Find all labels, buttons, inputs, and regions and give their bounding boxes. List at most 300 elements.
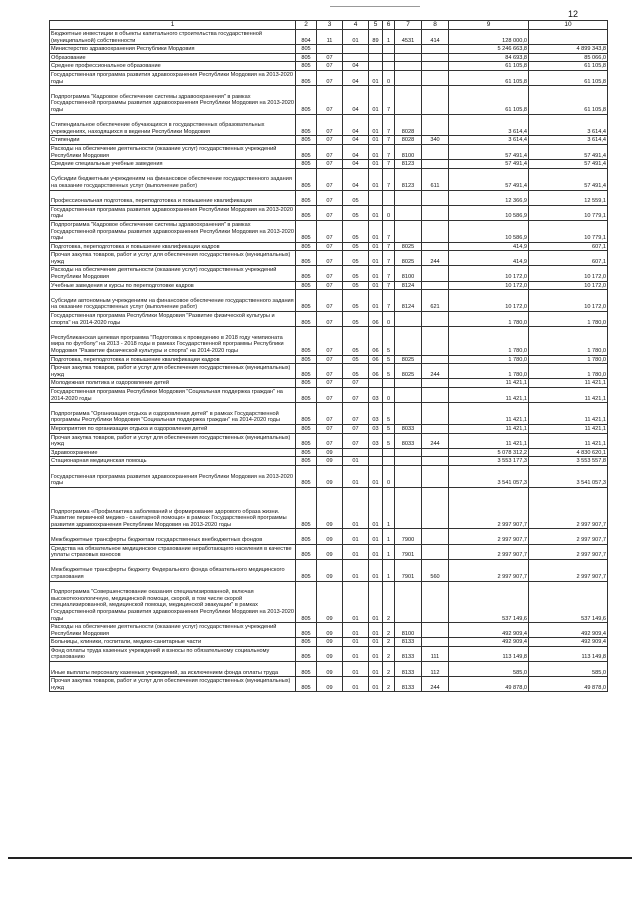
code-program-cell: 01 xyxy=(369,251,383,266)
amount-2015-cell: 10 586,9 xyxy=(449,205,529,220)
amount-2016-cell: 4 830 620,1 xyxy=(529,448,608,457)
code-subsection-cell: 01 xyxy=(343,623,369,638)
code-article-cell xyxy=(395,205,422,220)
code-subprogram-cell: 7 xyxy=(383,160,395,169)
code-article-cell: 8124 xyxy=(395,290,422,312)
amount-2015-cell: 414,9 xyxy=(449,242,529,251)
table-row xyxy=(50,465,608,487)
amount-2015-cell: 128 000,0 xyxy=(449,30,529,45)
code-expense-type-cell: 111 xyxy=(422,646,449,661)
table-row xyxy=(50,86,608,114)
amount-2016-cell: 10 172,0 xyxy=(529,266,608,281)
row-name-cell: Субсидии автономным учреждениям на финансовое обеспечение государственного задания на оказание государственных услуг (выполнение работ) xyxy=(50,290,296,312)
amount-2016-cell: 113 149,8 xyxy=(529,646,608,661)
code-expense-type-cell xyxy=(422,403,449,425)
amount-2016-cell: 1 780,0 xyxy=(529,312,608,327)
amount-2015-cell: 1 780,0 xyxy=(449,327,529,355)
code-article-cell: 8028 xyxy=(395,136,422,145)
amount-2016-cell: 57 491,4 xyxy=(529,144,608,159)
code-article-cell: 7901 xyxy=(395,559,422,581)
row-name-cell: Межбюджетные трансферты бюджетам государственных внебюджетных фондов xyxy=(50,529,296,544)
header-cell: 4 xyxy=(343,21,369,30)
code-expense-type-cell xyxy=(422,62,449,71)
code-section-cell: 07 xyxy=(317,355,343,364)
amount-2016-cell: 10 172,0 xyxy=(529,290,608,312)
code-program-cell xyxy=(369,457,383,466)
table-row xyxy=(50,544,608,559)
code-expense-type-cell xyxy=(422,86,449,114)
code-subsection-cell: 05 xyxy=(343,266,369,281)
code-program-cell: 01 xyxy=(369,465,383,487)
code-section-cell: 07 xyxy=(317,144,343,159)
code-section-cell xyxy=(317,45,343,54)
code-section-cell: 07 xyxy=(317,388,343,403)
code-expense-type-cell xyxy=(422,623,449,638)
code-article-cell xyxy=(395,403,422,425)
code-subsection-cell: 07 xyxy=(343,379,369,388)
row-name-cell: Государственная программа развития здравоохранения Республики Мордовия на 2013-2020 годы xyxy=(50,70,296,85)
code-expense-type-cell xyxy=(422,457,449,466)
code-section-cell: 07 xyxy=(317,251,343,266)
row-name-cell: Здравоохранение xyxy=(50,448,296,457)
amount-2015-cell: 11 421,1 xyxy=(449,424,529,433)
code-article-cell xyxy=(395,581,422,623)
code-ministry-cell: 805 xyxy=(296,327,317,355)
amount-2016-cell: 11 421,1 xyxy=(529,403,608,425)
table-row xyxy=(50,424,608,433)
code-subsection-cell: 05 xyxy=(343,312,369,327)
code-subsection-cell: 04 xyxy=(343,160,369,169)
code-section-cell: 07 xyxy=(317,424,343,433)
code-subsection-cell: 01 xyxy=(343,30,369,45)
table-row xyxy=(50,53,608,62)
code-program-cell: 01 xyxy=(369,529,383,544)
amount-2015-cell: 2 997 907,7 xyxy=(449,544,529,559)
code-program-cell: 01 xyxy=(369,487,383,529)
amount-2016-cell: 61 105,8 xyxy=(529,70,608,85)
amount-2015-cell: 10 586,9 xyxy=(449,220,529,242)
row-name-cell: Государственная программа развития здравоохранения Республики Мордовия на 2013-2020 годы xyxy=(50,205,296,220)
code-subprogram-cell: 2 xyxy=(383,646,395,661)
amount-2016-cell: 11 421,1 xyxy=(529,379,608,388)
table-row xyxy=(50,220,608,242)
code-subsection-cell: 05 xyxy=(343,364,369,379)
code-expense-type-cell: 611 xyxy=(422,168,449,190)
amount-2015-cell: 61 105,8 xyxy=(449,70,529,85)
code-subprogram-cell xyxy=(383,448,395,457)
code-ministry-cell: 805 xyxy=(296,677,317,692)
code-subprogram-cell: 1 xyxy=(383,544,395,559)
code-subprogram-cell xyxy=(383,53,395,62)
code-subprogram-cell: 5 xyxy=(383,364,395,379)
code-section-cell: 09 xyxy=(317,457,343,466)
code-subsection-cell: 05 xyxy=(343,190,369,205)
code-section-cell: 07 xyxy=(317,136,343,145)
row-name-cell: Средства на обязательное медицинское страхование неработающего населения в качестве уплаты страховых взносов xyxy=(50,544,296,559)
amount-2015-cell: 2 997 907,7 xyxy=(449,529,529,544)
code-article-cell: 8133 xyxy=(395,638,422,647)
code-expense-type-cell xyxy=(422,448,449,457)
row-name-cell: Государственная программа Республики Мордовия "Социальная поддержка граждан" на 2014-2020 годы xyxy=(50,388,296,403)
code-program-cell xyxy=(369,53,383,62)
code-ministry-cell: 805 xyxy=(296,646,317,661)
code-program-cell xyxy=(369,190,383,205)
code-article-cell: 8124 xyxy=(395,281,422,290)
code-article-cell xyxy=(395,457,422,466)
header-cell: 3 xyxy=(317,21,343,30)
code-ministry-cell: 805 xyxy=(296,86,317,114)
code-expense-type-cell xyxy=(422,205,449,220)
table-row xyxy=(50,70,608,85)
code-subsection-cell: 01 xyxy=(343,677,369,692)
table-row xyxy=(50,251,608,266)
code-subsection-cell xyxy=(343,53,369,62)
amount-2016-cell: 11 421,1 xyxy=(529,433,608,448)
code-article-cell xyxy=(395,388,422,403)
code-program-cell: 01 xyxy=(369,638,383,647)
amount-2015-cell: 57 491,4 xyxy=(449,144,529,159)
amount-2016-cell: 10 779,1 xyxy=(529,205,608,220)
amount-2016-cell: 585,0 xyxy=(529,662,608,677)
code-program-cell xyxy=(369,45,383,54)
code-subsection-cell: 01 xyxy=(343,465,369,487)
code-expense-type-cell: 244 xyxy=(422,677,449,692)
table-row xyxy=(50,30,608,45)
code-ministry-cell: 805 xyxy=(296,266,317,281)
code-section-cell: 09 xyxy=(317,487,343,529)
row-name-cell: Подготовка, переподготовка и повышение квалификации кадров xyxy=(50,355,296,364)
table-row xyxy=(50,242,608,251)
row-name-cell: Подпрограмма "Совершенствование оказания специализированной, включая высокотехнологичную, медицинской помощи, скорой, в том числе скорой специализированной, медицинской помощи, медицинской эвакуации" в рамках Государственной программы развития здравоохранения Республики Мордовия на 2013-2020 годы xyxy=(50,581,296,623)
amount-2015-cell: 414,9 xyxy=(449,251,529,266)
code-expense-type-cell: 112 xyxy=(422,662,449,677)
code-subprogram-cell: 2 xyxy=(383,638,395,647)
bottom-rule xyxy=(8,857,632,859)
code-subsection-cell: 05 xyxy=(343,327,369,355)
code-expense-type-cell xyxy=(422,388,449,403)
amount-2016-cell: 57 491,4 xyxy=(529,160,608,169)
amount-2015-cell: 11 421,1 xyxy=(449,388,529,403)
code-ministry-cell: 805 xyxy=(296,45,317,54)
amount-2016-cell: 1 780,0 xyxy=(529,364,608,379)
code-subprogram-cell: 7 xyxy=(383,114,395,136)
code-program-cell: 01 xyxy=(369,220,383,242)
code-subsection-cell: 04 xyxy=(343,136,369,145)
code-ministry-cell: 805 xyxy=(296,242,317,251)
code-section-cell: 07 xyxy=(317,190,343,205)
code-subsection-cell: 04 xyxy=(343,86,369,114)
code-subsection-cell: 01 xyxy=(343,457,369,466)
code-program-cell: 01 xyxy=(369,168,383,190)
code-subprogram-cell: 0 xyxy=(383,465,395,487)
page-number: 12 xyxy=(568,9,579,19)
amount-2016-cell: 11 421,1 xyxy=(529,424,608,433)
amount-2015-cell: 61 105,8 xyxy=(449,86,529,114)
code-subsection-cell xyxy=(343,448,369,457)
code-article-cell xyxy=(395,190,422,205)
code-expense-type-cell xyxy=(422,160,449,169)
top-rule xyxy=(330,6,420,7)
code-ministry-cell: 805 xyxy=(296,312,317,327)
code-ministry-cell: 805 xyxy=(296,220,317,242)
code-article-cell: 8133 xyxy=(395,662,422,677)
code-subsection-cell xyxy=(343,45,369,54)
amount-2015-cell: 5 246 663,8 xyxy=(449,45,529,54)
row-name-cell: Мероприятия по организации отдыха и оздоровления детей xyxy=(50,424,296,433)
code-program-cell: 06 xyxy=(369,355,383,364)
table-row xyxy=(50,327,608,355)
code-section-cell: 09 xyxy=(317,623,343,638)
table-row xyxy=(50,662,608,677)
code-ministry-cell: 805 xyxy=(296,281,317,290)
code-section-cell: 07 xyxy=(317,379,343,388)
row-name-cell: Подпрограмма "Кадровое обеспечение системы здравоохранения" в рамках Государственной программы развития здравоохранения Республики Мордовия на 2013-2020 годы xyxy=(51,221,295,242)
row-name-cell: Стационарная медицинская помощь xyxy=(50,457,296,466)
code-section-cell: 07 xyxy=(317,70,343,85)
row-name-cell: Расходы на обеспечение деятельности (оказание услуг) государственных учреждений Республики Мордовия xyxy=(50,266,296,281)
code-program-cell: 01 xyxy=(369,677,383,692)
code-section-cell: 09 xyxy=(317,646,343,661)
code-article-cell: 8123 xyxy=(395,168,422,190)
code-subsection-cell: 01 xyxy=(343,487,369,529)
row-name-cell: Межбюджетные трансферты бюджету Федерального фонда обязательного медицинского страхования xyxy=(50,559,296,581)
table-row xyxy=(50,205,608,220)
amount-2015-cell: 3 541 057,3 xyxy=(449,465,529,487)
amount-2016-cell: 3 614,4 xyxy=(529,114,608,136)
code-section-cell: 09 xyxy=(317,662,343,677)
code-program-cell: 01 xyxy=(369,114,383,136)
row-name-cell: Прочая закупка товаров, работ и услуг для обеспечения государственных (муниципальных) нужд xyxy=(50,364,296,379)
row-name-cell: Подпрограмма "Кадровое обеспечение системы здравоохранения" в рамках Государственной программы развития здравоохранения Республики Мордовия на 2013-2020 годы xyxy=(50,86,296,114)
code-expense-type-cell xyxy=(422,114,449,136)
amount-2015-cell: 113 149,8 xyxy=(449,646,529,661)
table-row xyxy=(50,62,608,71)
code-ministry-cell: 805 xyxy=(296,114,317,136)
code-expense-type-cell xyxy=(422,53,449,62)
amount-2016-cell: 49 878,0 xyxy=(529,677,608,692)
row-name-cell: Подпрограмма «Профилактика заболеваний и формирование здорового образа жизни. Развитие первичной медико - санитарной помощи» в рамках Государственной программы развития здравоохранения Республики Мордовия на 2013-2020 годы xyxy=(50,487,296,529)
code-article-cell xyxy=(395,53,422,62)
code-article-cell xyxy=(395,86,422,114)
code-expense-type-cell xyxy=(422,327,449,355)
amount-2016-cell: 3 614,4 xyxy=(529,136,608,145)
amount-2015-cell: 10 172,0 xyxy=(449,266,529,281)
code-expense-type-cell xyxy=(422,220,449,242)
amount-2016-cell: 3 541 057,3 xyxy=(529,465,608,487)
code-program-cell: 01 xyxy=(369,290,383,312)
code-program-cell: 01 xyxy=(369,281,383,290)
code-expense-type-cell xyxy=(422,144,449,159)
table-row xyxy=(50,457,608,466)
row-name-cell: Подготовка, переподготовка и повышение квалификации кадров xyxy=(50,242,296,251)
code-subprogram-cell: 0 xyxy=(383,388,395,403)
code-ministry-cell: 805 xyxy=(296,136,317,145)
row-name-cell: Расходы на обеспечение деятельности (оказание услуг) государственных учреждений Республики Мордовия xyxy=(50,623,296,638)
table-row xyxy=(50,623,608,638)
code-program-cell: 01 xyxy=(369,242,383,251)
code-section-cell: 09 xyxy=(317,529,343,544)
code-subsection-cell: 01 xyxy=(343,662,369,677)
header-cell: 10 xyxy=(529,21,608,30)
amount-2015-cell: 3 614,4 xyxy=(449,114,529,136)
code-section-cell: 07 xyxy=(317,281,343,290)
code-program-cell: 01 xyxy=(369,144,383,159)
table-row xyxy=(50,379,608,388)
code-ministry-cell: 805 xyxy=(296,581,317,623)
code-subsection-cell: 04 xyxy=(343,70,369,85)
code-ministry-cell: 805 xyxy=(296,70,317,85)
budget-table xyxy=(49,20,608,692)
code-program-cell: 01 xyxy=(369,160,383,169)
code-subprogram-cell: 7 xyxy=(383,136,395,145)
code-subprogram-cell: 1 xyxy=(383,487,395,529)
amount-2016-cell: 61 105,8 xyxy=(529,86,608,114)
code-subprogram-cell: 1 xyxy=(383,529,395,544)
amount-2015-cell: 492 909,4 xyxy=(449,638,529,647)
table-row xyxy=(50,581,608,623)
header-row xyxy=(50,21,608,30)
row-name-cell: Субсидии бюджетным учреждениям на финансовое обеспечение государственного задания на оказание государственных услуг (выполнение работ) xyxy=(50,168,296,190)
amount-2015-cell: 585,0 xyxy=(449,662,529,677)
row-name-cell: Бюджетные инвестиции в объекты капитального строительства государственной (муниципальной) собственности xyxy=(50,30,296,45)
code-ministry-cell: 805 xyxy=(296,53,317,62)
row-name-cell: Расходы на обеспечение деятельности (оказание услуг) государственных учреждений Республики Мордовия xyxy=(50,144,296,159)
code-section-cell: 07 xyxy=(317,312,343,327)
code-program-cell: 01 xyxy=(369,86,383,114)
code-subsection-cell: 05 xyxy=(343,205,369,220)
code-subsection-cell: 01 xyxy=(343,559,369,581)
code-program-cell: 01 xyxy=(369,559,383,581)
code-expense-type-cell xyxy=(422,266,449,281)
code-subprogram-cell: 1 xyxy=(383,559,395,581)
code-subprogram-cell: 7 xyxy=(383,220,395,242)
code-article-cell: 8100 xyxy=(395,144,422,159)
amount-2015-cell: 492 909,4 xyxy=(449,623,529,638)
code-article-cell: 8100 xyxy=(395,266,422,281)
amount-2016-cell: 1 780,0 xyxy=(529,355,608,364)
code-expense-type-cell xyxy=(422,529,449,544)
code-ministry-cell: 805 xyxy=(296,433,317,448)
code-expense-type-cell xyxy=(422,544,449,559)
code-ministry-cell: 805 xyxy=(296,487,317,529)
code-article-cell xyxy=(395,45,422,54)
code-ministry-cell: 805 xyxy=(296,62,317,71)
code-section-cell: 07 xyxy=(317,242,343,251)
code-subsection-cell: 04 xyxy=(343,144,369,159)
row-name-cell: Образование xyxy=(50,53,296,62)
code-expense-type-cell xyxy=(422,379,449,388)
code-subsection-cell: 01 xyxy=(343,638,369,647)
code-section-cell: 07 xyxy=(317,290,343,312)
amount-2016-cell: 10 779,1 xyxy=(529,220,608,242)
code-article-cell xyxy=(395,70,422,85)
code-article-cell xyxy=(395,448,422,457)
code-subprogram-cell: 7 xyxy=(383,266,395,281)
code-article-cell: 8025 xyxy=(395,355,422,364)
code-section-cell: 09 xyxy=(317,638,343,647)
code-subprogram-cell: 5 xyxy=(383,403,395,425)
code-subprogram-cell: 7 xyxy=(383,290,395,312)
code-expense-type-cell: 244 xyxy=(422,433,449,448)
code-expense-type-cell xyxy=(422,190,449,205)
amount-2015-cell: 11 421,1 xyxy=(449,403,529,425)
amount-2015-cell: 10 172,0 xyxy=(449,290,529,312)
code-subsection-cell: 05 xyxy=(343,251,369,266)
code-program-cell: 01 xyxy=(369,70,383,85)
code-program-cell: 01 xyxy=(369,662,383,677)
amount-2015-cell: 12 366,9 xyxy=(449,190,529,205)
code-expense-type-cell xyxy=(422,465,449,487)
amount-2016-cell: 3 553 557,8 xyxy=(529,457,608,466)
amount-2015-cell: 2 997 907,7 xyxy=(449,487,529,529)
code-program-cell: 03 xyxy=(369,388,383,403)
code-section-cell: 07 xyxy=(317,160,343,169)
amount-2016-cell: 12 559,1 xyxy=(529,190,608,205)
code-subsection-cell: 01 xyxy=(343,544,369,559)
code-subprogram-cell: 7 xyxy=(383,251,395,266)
table-row xyxy=(50,190,608,205)
code-program-cell: 03 xyxy=(369,403,383,425)
code-article-cell xyxy=(395,487,422,529)
code-subsection-cell: 07 xyxy=(343,403,369,425)
code-ministry-cell: 805 xyxy=(296,529,317,544)
row-name-cell: Государственная программа развития здравоохранения Республики Мордовия на 2013-2020 годы xyxy=(50,465,296,487)
code-subprogram-cell: 5 xyxy=(383,433,395,448)
amount-2015-cell: 49 878,0 xyxy=(449,677,529,692)
code-article-cell: 8123 xyxy=(395,160,422,169)
table-row xyxy=(50,364,608,379)
code-expense-type-cell xyxy=(422,424,449,433)
code-ministry-cell: 805 xyxy=(296,160,317,169)
table-row xyxy=(50,677,608,692)
table-row xyxy=(50,45,608,54)
row-name-cell: Среднее профессиональное образование xyxy=(50,62,296,71)
amount-2015-cell: 61 105,8 xyxy=(449,62,529,71)
code-ministry-cell: 805 xyxy=(296,544,317,559)
amount-2016-cell: 2 997 907,7 xyxy=(529,559,608,581)
row-name-cell: Подпрограмма "Организация отдыха и оздоровления детей" в рамках Государственной программы Республики Мордовия "Социальная поддержка граждан" на 2014-2020 годы xyxy=(50,403,296,425)
table-row xyxy=(50,281,608,290)
row-name-cell: Молодежная политика и оздоровление детей xyxy=(50,379,296,388)
code-subprogram-cell xyxy=(383,379,395,388)
row-name-cell: Стипендиальное обеспечение обучающихся в государственных образовательных учреждениях, находящихся в ведении Республики Мордовия xyxy=(50,114,296,136)
code-section-cell: 07 xyxy=(317,327,343,355)
code-ministry-cell: 805 xyxy=(296,379,317,388)
code-program-cell xyxy=(369,448,383,457)
code-subprogram-cell xyxy=(383,62,395,71)
code-expense-type-cell: 244 xyxy=(422,364,449,379)
row-name-cell: Больницы, клиники, госпитали, медико-санитарные части xyxy=(50,638,296,647)
code-subsection-cell: 01 xyxy=(343,646,369,661)
code-subprogram-cell: 1 xyxy=(383,30,395,45)
amount-2015-cell: 1 780,0 xyxy=(449,355,529,364)
code-ministry-cell: 805 xyxy=(296,638,317,647)
amount-2016-cell: 1 780,0 xyxy=(529,327,608,355)
code-subsection-cell: 05 xyxy=(343,281,369,290)
code-article-cell xyxy=(395,312,422,327)
amount-2016-cell: 4 899 343,8 xyxy=(529,45,608,54)
code-ministry-cell: 805 xyxy=(296,355,317,364)
table-row xyxy=(50,114,608,136)
code-section-cell: 09 xyxy=(317,544,343,559)
row-name-cell: Республиканская целевая программа "Подготовка к проведению в 2018 году чемпионата мира по футболу" на 2013 - 2018 годы в рамках Государственной программы Республики Мордовия "Развитие физической культуры и спорта" на 2014-2020 годы xyxy=(50,327,296,355)
header-cell: 9 xyxy=(449,21,529,30)
table-row xyxy=(50,559,608,581)
code-expense-type-cell: 340 xyxy=(422,136,449,145)
code-section-cell: 07 xyxy=(317,220,343,242)
code-ministry-cell: 805 xyxy=(296,190,317,205)
row-name-cell: Учебные заведения и курсы по переподготовке кадров xyxy=(50,281,296,290)
